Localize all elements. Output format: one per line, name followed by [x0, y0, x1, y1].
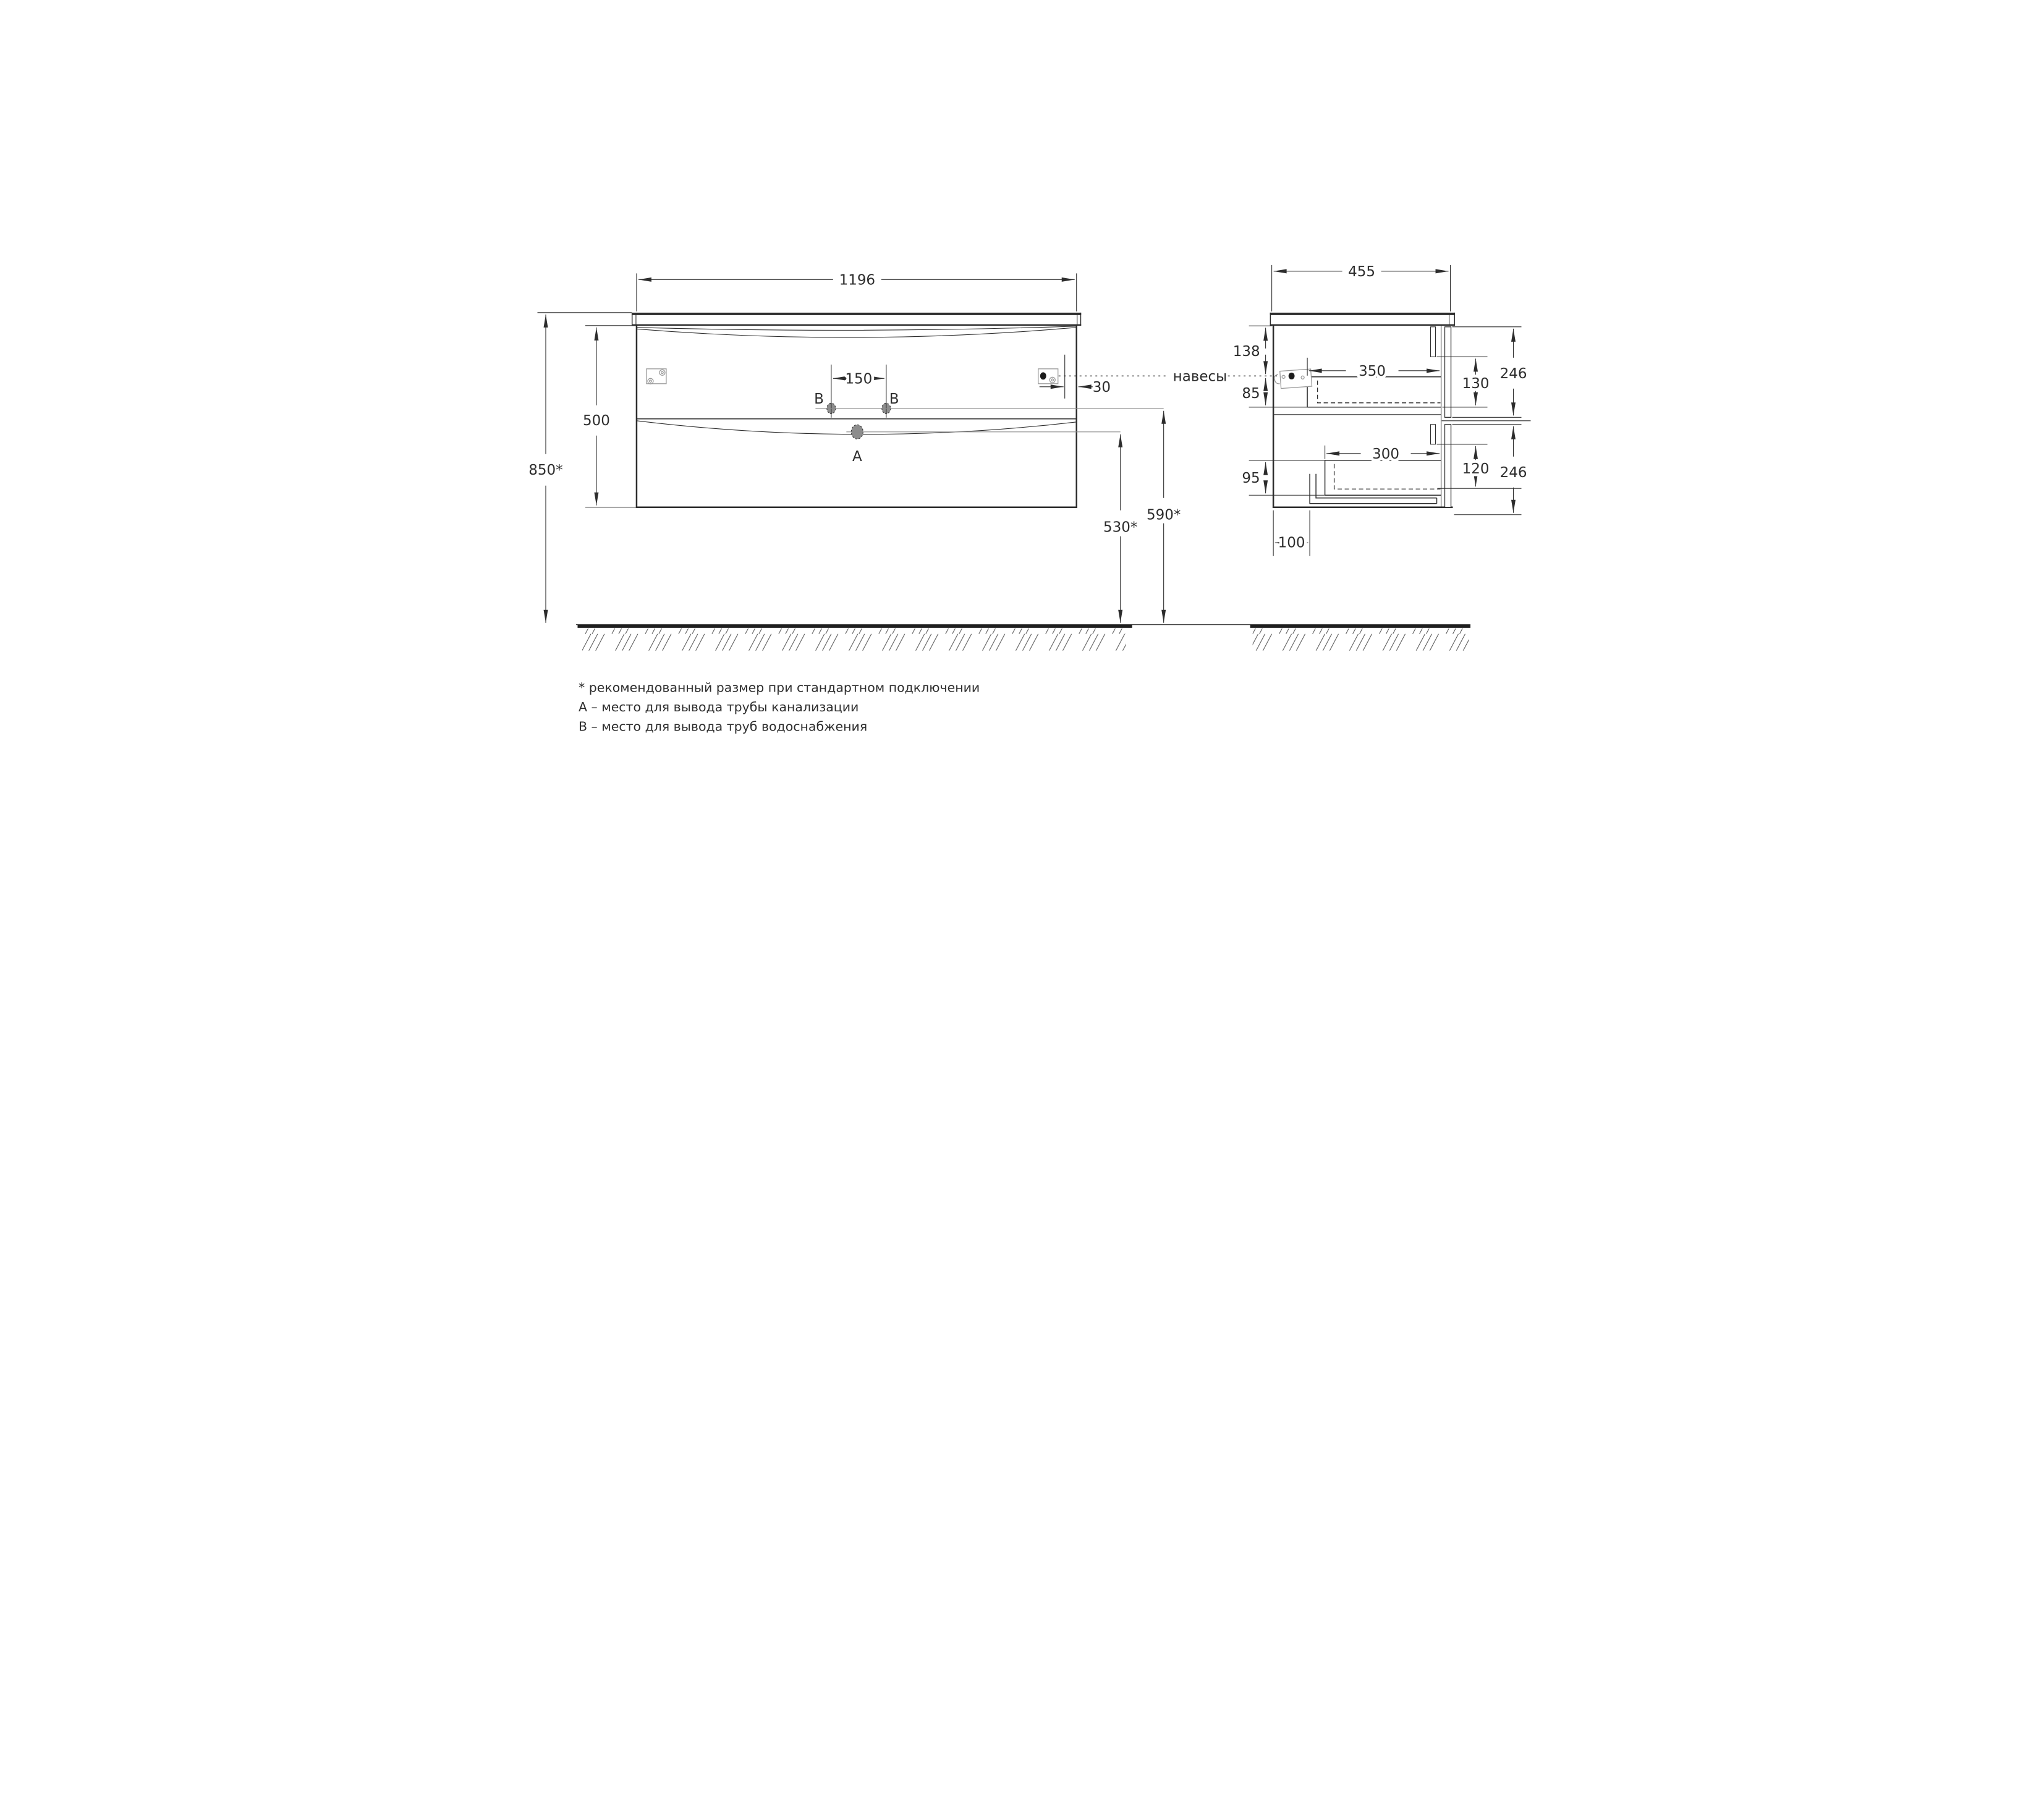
dim-upper-drawer-inner-label: 130 — [1462, 375, 1490, 392]
dim-upper-drawer-drop-label: 85 — [1242, 385, 1260, 402]
dim-lower-front-height-label: 246 — [1499, 464, 1527, 481]
hole-b-right-label: В — [889, 391, 899, 407]
legend-note-a: А – место для вывода трубы канализации — [578, 700, 859, 715]
mounting-bracket-right — [1038, 369, 1058, 384]
dim-depth-label: 455 — [1348, 263, 1376, 280]
dim-install-height-label: 850* — [528, 462, 563, 478]
floor-hatch-right — [1253, 629, 1469, 651]
dim-supply-outlet-label: 590* — [1146, 507, 1181, 523]
dim-upper-front-height-label: 246 — [1499, 365, 1527, 382]
hangers-label: навесы — [1173, 368, 1228, 385]
legend-note-asterisk: * рекомендованный размер при стандартном подключении — [578, 680, 980, 695]
dim-body-height-label: 500 — [583, 412, 610, 429]
floor — [576, 625, 1470, 651]
countertop-side — [1270, 313, 1455, 326]
hole-a-label: А — [852, 448, 862, 465]
dim-supply-spacing-label: 150 — [845, 371, 873, 388]
dim-lower-drawer-depth-label: 300 — [1372, 446, 1400, 462]
mounting-bracket-left — [647, 369, 666, 384]
dim-hanger-drop-label: 138 — [1232, 343, 1260, 360]
dim-front-width-label: 1196 — [839, 272, 876, 289]
dim-upper-drawer-depth-label: 350 — [1359, 363, 1386, 379]
dim-lower-drawer-inner-label: 120 — [1462, 460, 1490, 477]
lower-drawer-front — [1445, 425, 1451, 507]
drawing-page — [511, 0, 1533, 908]
upper-front-rail — [1431, 327, 1436, 357]
upper-drawer-front — [1445, 327, 1451, 417]
countertop-front — [632, 313, 1081, 326]
dim-hanger-inset-label: 30 — [1092, 379, 1111, 396]
technical-drawing — [511, 0, 1533, 908]
floor-hatch-left — [582, 629, 1126, 651]
hole-b-left-label: В — [814, 391, 824, 407]
hanger-point — [1040, 372, 1046, 379]
dim-drain-outlet-label: 530* — [1103, 519, 1138, 536]
hanger-point-side — [1289, 373, 1295, 379]
legend-note-b: В – место для вывода труб водоснабжения — [578, 719, 868, 734]
lower-front-rail — [1431, 425, 1436, 444]
dim-siphon-offset-label: 100 — [1278, 535, 1305, 551]
dim-lower-drawer-drop-label: 95 — [1242, 470, 1260, 486]
